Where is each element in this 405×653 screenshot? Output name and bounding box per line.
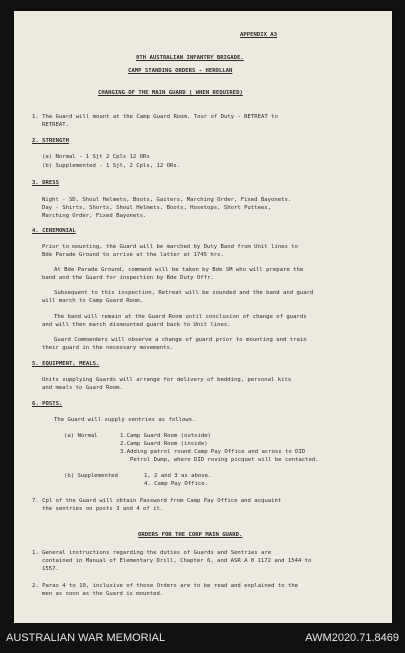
posts-intro: The Guard will supply sentries as follows. [54, 417, 196, 423]
posts-supplemented-2: 4. Camp Pay Office. [144, 481, 208, 487]
posts-normal-1: 1.Camp Guard Room (outside) [120, 433, 211, 439]
heading-posts: 6. POSTS. [32, 401, 63, 407]
orders-2b: men as soon as the Guard is mounted. [42, 591, 164, 597]
equipment-1a: Units supplying Guards will arrange for delivery of bedding, personal kits [42, 377, 292, 383]
orders-1c: 1557. [42, 566, 59, 572]
dress-night: Night - SD, Shoul Helmets, Boots, Gaiters, Marching Order, Fixed Bayonets. [42, 197, 292, 203]
posts-normal-2: 2.Camp Guard Room (inside) [120, 441, 208, 447]
ceremonial-3b: will march to Camp Guard Room. [42, 298, 144, 304]
heading-equipment: 5. EQUIPMENT, MEALS. [32, 361, 100, 367]
ceremonial-5a: Guard Commanders will observe a change of guard prior to mounting and train [54, 337, 307, 343]
equipment-1b: and meals to Guard Room. [42, 385, 123, 391]
orders-heading: ORDERS FOR THE CORP MAIN GUARD. [138, 532, 243, 538]
ceremonial-1b: Bde Parade Ground to arrive at the latter at 1745 hrs. [42, 252, 224, 258]
posts-normal-3: 3.Adding patrol round Camp Pay Office and across to DID [120, 449, 306, 455]
strength-normal: (a) Normal - 1 Sjt 2 Cpls 12 ORs [42, 154, 150, 160]
ceremonial-5b: their guard in the necessary movements. [42, 345, 174, 351]
ceremonial-2b: band and the Guard for inspection by Bde Duty Offr. [42, 275, 214, 281]
heading-strength: 2. STRENGTH [32, 138, 70, 144]
strength-supplemented: (b) Supplemented - 1 Sjt, 2 Cpls, 12 ORs. [42, 163, 181, 169]
section-title: CHANGING OF THE MAIN GUARD ( WHEN REQUIRED) [98, 90, 243, 96]
heading-ceremonial: 4. CEREMONIAL [32, 228, 76, 234]
orders-title: CAMP STANDING ORDERS - HEROLLAN [128, 68, 233, 74]
footer-accession-number: AWM2020.71.8469 [305, 632, 399, 644]
orders-2a: 2. Paras 4 to 10, inclusive of those Orders are to be read and explained to the [32, 583, 299, 589]
ceremonial-4a: The band will remain at the Guard Room until conclusion of change of guards [54, 314, 307, 320]
para-7a: 7. Cpl of the Guard will obtain Password from Camp Pay Office and acquaint [32, 498, 282, 504]
posts-normal-3-cont: Petrol Dump, where DID roving picquet will be contacted. [130, 457, 319, 463]
appendix-label: APPENDIX A3 [240, 32, 278, 38]
ceremonial-2a: At Bde Parade Ground, command will be taken by Bde SM who will prepare the [54, 267, 304, 273]
footer-credit: AUSTRALIAN WAR MEMORIAL [6, 632, 166, 644]
dress-day: Day - Shirts, Shorts, Shoul Helmets, Boots, Hosetops, Short Puttees, [42, 205, 272, 211]
dress-day-cont: Marching Order, Fixed Bayonets. [42, 213, 147, 219]
para-1-cont: RETREAT. [42, 122, 69, 128]
para-1: 1. The Guard will mount at the Camp Guard Room. Tour of Duty - RETREAT to [32, 114, 278, 120]
posts-supplemented-label: (b) Supplemented [64, 473, 118, 479]
ceremonial-1a: Prior to mounting, the Guard will be marched by Duty Band from Unit lines to [42, 244, 298, 250]
orders-1b: contained in Manual of Elementary Drill, Chapter 6, and ASR A 0 1172 and 1544 to [42, 558, 312, 564]
document-page [14, 11, 392, 623]
posts-supplemented-1: 1, 2 and 3 as above. [144, 473, 212, 479]
orders-1a: 1. General instructions regarding the duties of Guards and Sentries are [32, 550, 272, 556]
para-7b: the sentries on posts 3 and 4 of it. [42, 506, 164, 512]
footer-bar [0, 623, 405, 653]
heading-dress: 3. DRESS [32, 180, 59, 186]
posts-normal-label: (a) Normal [64, 433, 98, 439]
ceremonial-3a: Subsequent to this inspection, Retreat will be sounded and the band and guard [54, 290, 314, 296]
brigade-heading: 9TH AUSTRALIAN INFANTRY BRIGADE. [136, 55, 244, 61]
ceremonial-4b: and will then march dismounted guard back to Unit lines. [42, 322, 231, 328]
